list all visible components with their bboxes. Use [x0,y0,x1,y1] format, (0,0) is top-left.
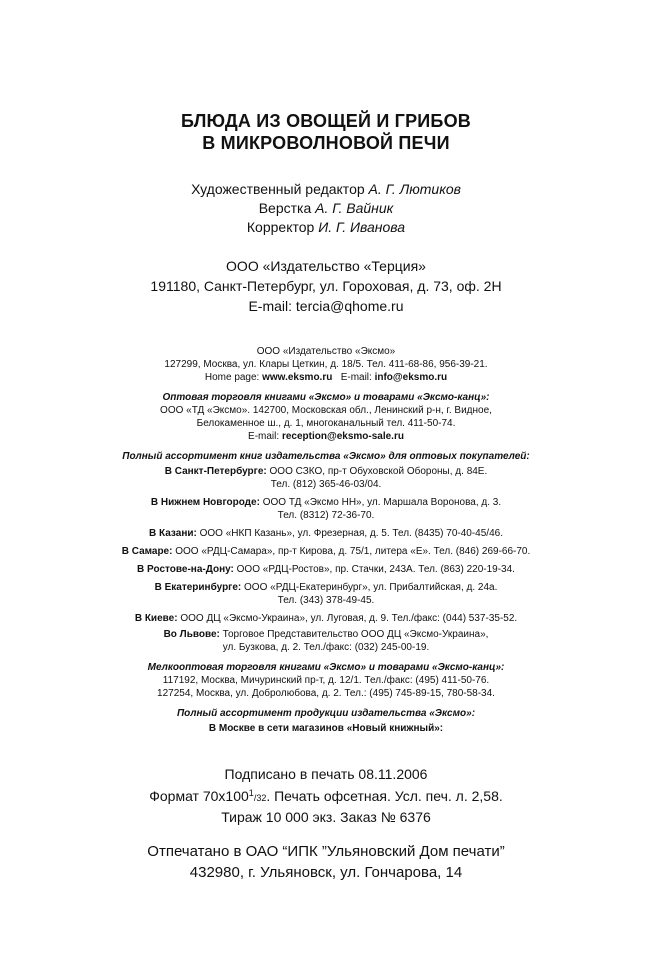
city-line-1: ООО «НКП Казань», ул. Фрезерная, д. 5. Тел. (8435) 70-40-45/46. [199,528,503,539]
title-line-2: В МИКРОВОЛНОВОЙ ПЕЧИ [202,133,450,153]
printer-block [0,841,652,883]
email-link[interactable]: info@eksmo.ru [374,372,448,383]
credit-art-editor [0,180,652,199]
retail-line-1: В Москве в сети магазинов «Новый книжный»: [208,723,444,734]
city-name: В Ростове-на-Дону: [137,564,234,575]
city-name: В Санкт-Петербурге: [164,466,267,477]
title-line-1: БЛЮДА ИЗ ОВОЩЕЙ И ГРИБОВ [181,111,471,131]
email-link[interactable]: reception@eksmo-sale.ru [281,431,404,442]
credit-name: А. Г. Вайник [315,200,394,216]
credit-role: Верстка [258,200,312,216]
wholesale-line-1: ООО «ТД «Эксмо». 142700, Московская обл., Ленинский р-н, г. Видное, [160,405,492,416]
credit-role: Корректор [246,219,315,235]
home-page-label: Home page: [204,372,260,383]
city-line-1: ООО «РДЦ-Самара», пр-т Кирова, д. 75/1, литера «Е». Тел. (846) 269-66-70. [175,546,531,557]
credits-block [0,180,652,237]
imprint-block [0,765,652,827]
city-entry-ekb [0,581,652,607]
city-entry-samara [0,545,652,558]
assortment-block [0,450,652,654]
book-title [0,110,652,154]
city-line-1: ООО СЗКО, пр-т Обуховской Обороны, д. 84Е. [269,466,488,477]
city-name: В Нижнем Новгороде: [150,497,260,508]
credit-name: А. Г. Лютиков [368,181,461,197]
city-entry-kazan [0,527,652,540]
city-line-1: ООО ТД «Эксмо НН», ул. Маршала Воронова, д. 3. [262,497,502,508]
small-wholesale-block [0,661,652,700]
tertsia-address: 191180, Санкт-Петербург, ул. Гороховая, д. 73, оф. 2Н [150,278,502,294]
wholesale-block [0,391,652,443]
city-line-1: ООО «РДЦ-Екатеринбург», ул. Прибалтийская, д. 24а. [244,582,498,593]
city-line-1: ООО «РДЦ-Ростов», пр. Стачки, 243А. Тел. (863) 220-19-34. [236,564,515,575]
credit-layout [0,199,652,218]
format-denominator: /32 [253,793,267,803]
printer-line-2: 432980, г. Ульяновск, ул. Гончарова, 14 [189,864,463,881]
small-wholesale-heading: Мелкооптовая торговля книгами «Эксмо» и товарами «Эксмо-канц»: [147,662,505,673]
eksmo-address: 127299, Москва, ул. Клары Цеткин, д. 18/5. Тел. 411-68-86, 956-39-21. [164,359,488,370]
city-line-2: ул. Бузкова, д. 2. Тел./факс: (032) 245-00-19. [222,642,430,653]
city-name: В Самаре: [121,546,173,557]
format-details: . Печать офсетная. Усл. печ. л. 2,58. [266,788,503,804]
eksmo-publisher-block [0,345,652,384]
printer-line-1: Отпечатано в ОАО “ИПК ”Ульяновский Дом печати” [147,843,505,860]
eksmo-contacts [0,371,652,384]
small-wholesale-line-1: 117192, Москва, Мичуринский пр-т, д. 12/1. Тел./факс: (495) 411-50-76. [162,675,490,686]
city-line-1: Торговое Представительство ООО ДЦ «Эксмо-Украина», [222,629,489,640]
small-wholesale-line-2: 127254, Москва, ул. Добролюбова, д. 2. Тел.: (495) 745-89-15, 780-58-34. [157,688,495,699]
wholesale-heading: Оптовая торговля книгами «Эксмо» и товарами «Эксмо-канц»: [162,392,490,403]
city-name: В Казани: [149,528,197,539]
tertsia-email: E-mail: tercia@qhome.ru [248,298,404,314]
city-line-2: Тел. (812) 365-46-03/04. [270,479,382,490]
format-numerator: 1 [248,788,254,798]
city-name: Во Львове: [163,629,220,640]
city-line-2: Тел. (8312) 72-36-70. [277,510,375,521]
tertsia-name: ООО «Издательство «Терция» [226,258,426,274]
city-name: В Киеве: [134,613,178,624]
city-entry-lviv [0,628,652,654]
email-label: E-mail: [340,372,372,383]
retail-heading: Полный ассортимент продукции издательства «Эксмо»: [176,708,476,719]
format-line [0,784,652,808]
city-entry-kiev [0,612,652,625]
city-entry-rostov [0,563,652,576]
city-name: В Екатеринбурге: [154,582,242,593]
format-text: Формат 70х100 [149,788,249,804]
print-run: Тираж 10 000 экз. Заказ № 6376 [221,809,431,825]
city-entry-spb [0,465,652,491]
credit-role: Художественный редактор [191,181,365,197]
eksmo-name: ООО «Издательство «Эксмо» [256,346,396,357]
city-entry-nn [0,496,652,522]
credit-name: И. Г. Иванова [318,219,406,235]
email-label: E-mail: [248,431,280,442]
credit-proofreader [0,218,652,237]
wholesale-email [0,430,652,443]
city-line-1: ООО ДЦ «Эксмо-Украина», ул. Луговая, д. 9. Тел./факс: (044) 537-35-52. [180,613,518,624]
home-page-link[interactable]: www.eksmo.ru [262,372,333,383]
city-line-2: Тел. (343) 378-49-45. [277,595,375,606]
retail-block [0,707,652,735]
wholesale-line-2: Белокаменное ш., д. 1, многоканальный тел. 411-50-74. [196,418,456,429]
signed-date: Подписано в печать 08.11.2006 [224,766,428,782]
tertsia-publisher-block [0,256,652,316]
assortment-heading: Полный ассортимент книг издательства «Эксмо» для оптовых покупателей: [122,451,530,462]
